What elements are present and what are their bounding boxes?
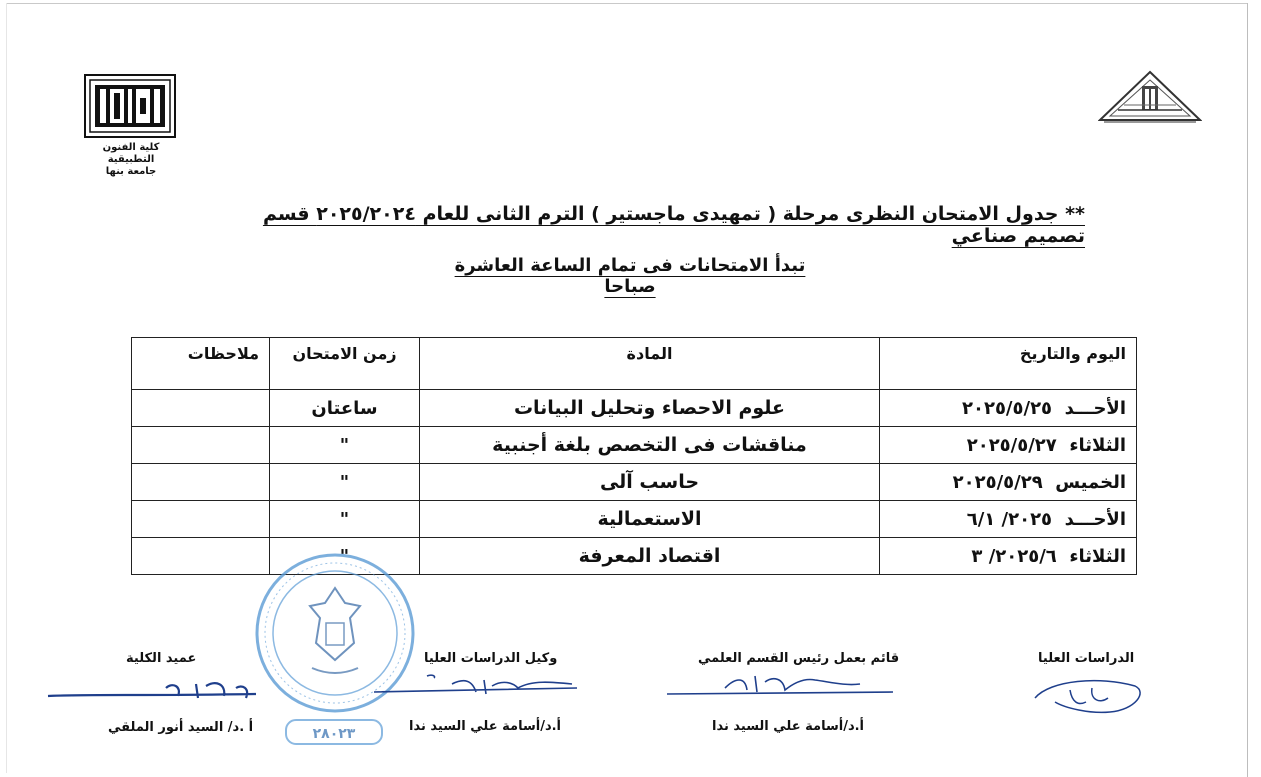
row-date: ٢٠٢٥/ ٦/١ <box>966 508 1053 530</box>
row-notes <box>132 390 270 427</box>
university-logo-icon <box>1098 70 1202 124</box>
page-border-left <box>6 3 7 773</box>
page-subtitle: تبدأ الامتحانات فى تمام الساعة العاشرة صباحا <box>454 255 806 297</box>
seal-number: ٢٨٠٢٣ <box>312 726 356 742</box>
seal-number-stamp <box>284 718 384 746</box>
row-duration: " <box>270 427 420 464</box>
row-date: ٢٠٢٥/٦/ ٣ <box>971 545 1057 567</box>
faculty-logo-icon <box>84 74 176 138</box>
signature-dept-head <box>665 668 895 702</box>
row-duration: " <box>270 464 420 501</box>
signature-dean <box>46 676 258 710</box>
row-date: ٢٠٢٥/٥/٢٥ <box>961 397 1053 419</box>
row-notes <box>132 538 270 575</box>
sig-grad-studies-title: الدراسات العليا <box>1038 651 1135 666</box>
page-border-top <box>6 3 1248 4</box>
row-notes <box>132 501 270 538</box>
header-notes: ملاحظات <box>132 338 270 390</box>
page-border-right <box>1247 3 1248 777</box>
row-date-cell <box>880 538 1137 575</box>
row-subject: علوم الاحصاء وتحليل البيانات <box>420 390 880 427</box>
row-date: ٢٠٢٥/٥/٢٧ <box>966 434 1057 456</box>
header-date: اليوم والتاريخ <box>880 338 1137 390</box>
row-subject: حاسب آلى <box>420 464 880 501</box>
row-day: الخميس <box>1055 471 1126 493</box>
signature-vice-dean <box>372 670 582 704</box>
table-header-row <box>132 338 1137 390</box>
exam-schedule-table <box>131 337 1137 575</box>
row-notes <box>132 427 270 464</box>
sig-dean-title: عميد الكلية <box>126 651 197 666</box>
sig-dept-head-title: قائم بعمل رئيس القسم العلمي <box>698 651 900 666</box>
row-subject: الاستعمالية <box>420 501 880 538</box>
row-notes <box>132 464 270 501</box>
row-date-cell <box>880 427 1137 464</box>
faculty-logo <box>84 74 178 178</box>
row-duration: " <box>270 501 420 538</box>
table-row <box>132 427 1137 464</box>
row-date-cell <box>880 390 1137 427</box>
sig-vice-dean-title: وكيل الدراسات العليا <box>424 651 558 666</box>
row-date-cell <box>880 464 1137 501</box>
table-row <box>132 464 1137 501</box>
sig-vice-dean-name: أ.د/أسامة علي السيد ندا <box>409 719 562 734</box>
row-date-cell <box>880 501 1137 538</box>
sig-dept-head-name: أ.د/أسامة علي السيد ندا <box>712 719 865 734</box>
row-subject: مناقشات فى التخصص بلغة أجنبية <box>420 427 880 464</box>
row-duration: ساعتان <box>270 390 420 427</box>
row-date: ٢٠٢٥/٥/٢٩ <box>952 471 1043 493</box>
row-day: الثلاثاء <box>1069 434 1126 456</box>
faculty-logo-caption-1: كلية الفنون التطبيقية <box>102 142 160 165</box>
page-title: ** جدول الامتحان النظرى مرحلة ( تمهيدى ماجستير ) الترم الثانى للعام ٢٠٢٥/٢٠٢٤ قسم تصميم صناعي <box>262 203 1085 247</box>
table-row <box>132 390 1137 427</box>
sig-dean-name: أ .د/ السيد أنور الملقي <box>108 720 254 735</box>
row-day: الأحـــد <box>1064 397 1126 419</box>
header-duration: زمن الامتحان <box>270 338 420 390</box>
signature-grad-studies <box>1030 672 1145 720</box>
header-subject: المادة <box>420 338 880 390</box>
row-day: الثلاثاء <box>1069 545 1126 567</box>
row-duration: " <box>270 538 420 575</box>
row-day: الأحـــد <box>1064 508 1126 530</box>
table-row <box>132 501 1137 538</box>
row-subject: اقتصاد المعرفة <box>420 538 880 575</box>
faculty-logo-caption-2: جامعة بنها <box>105 166 157 177</box>
